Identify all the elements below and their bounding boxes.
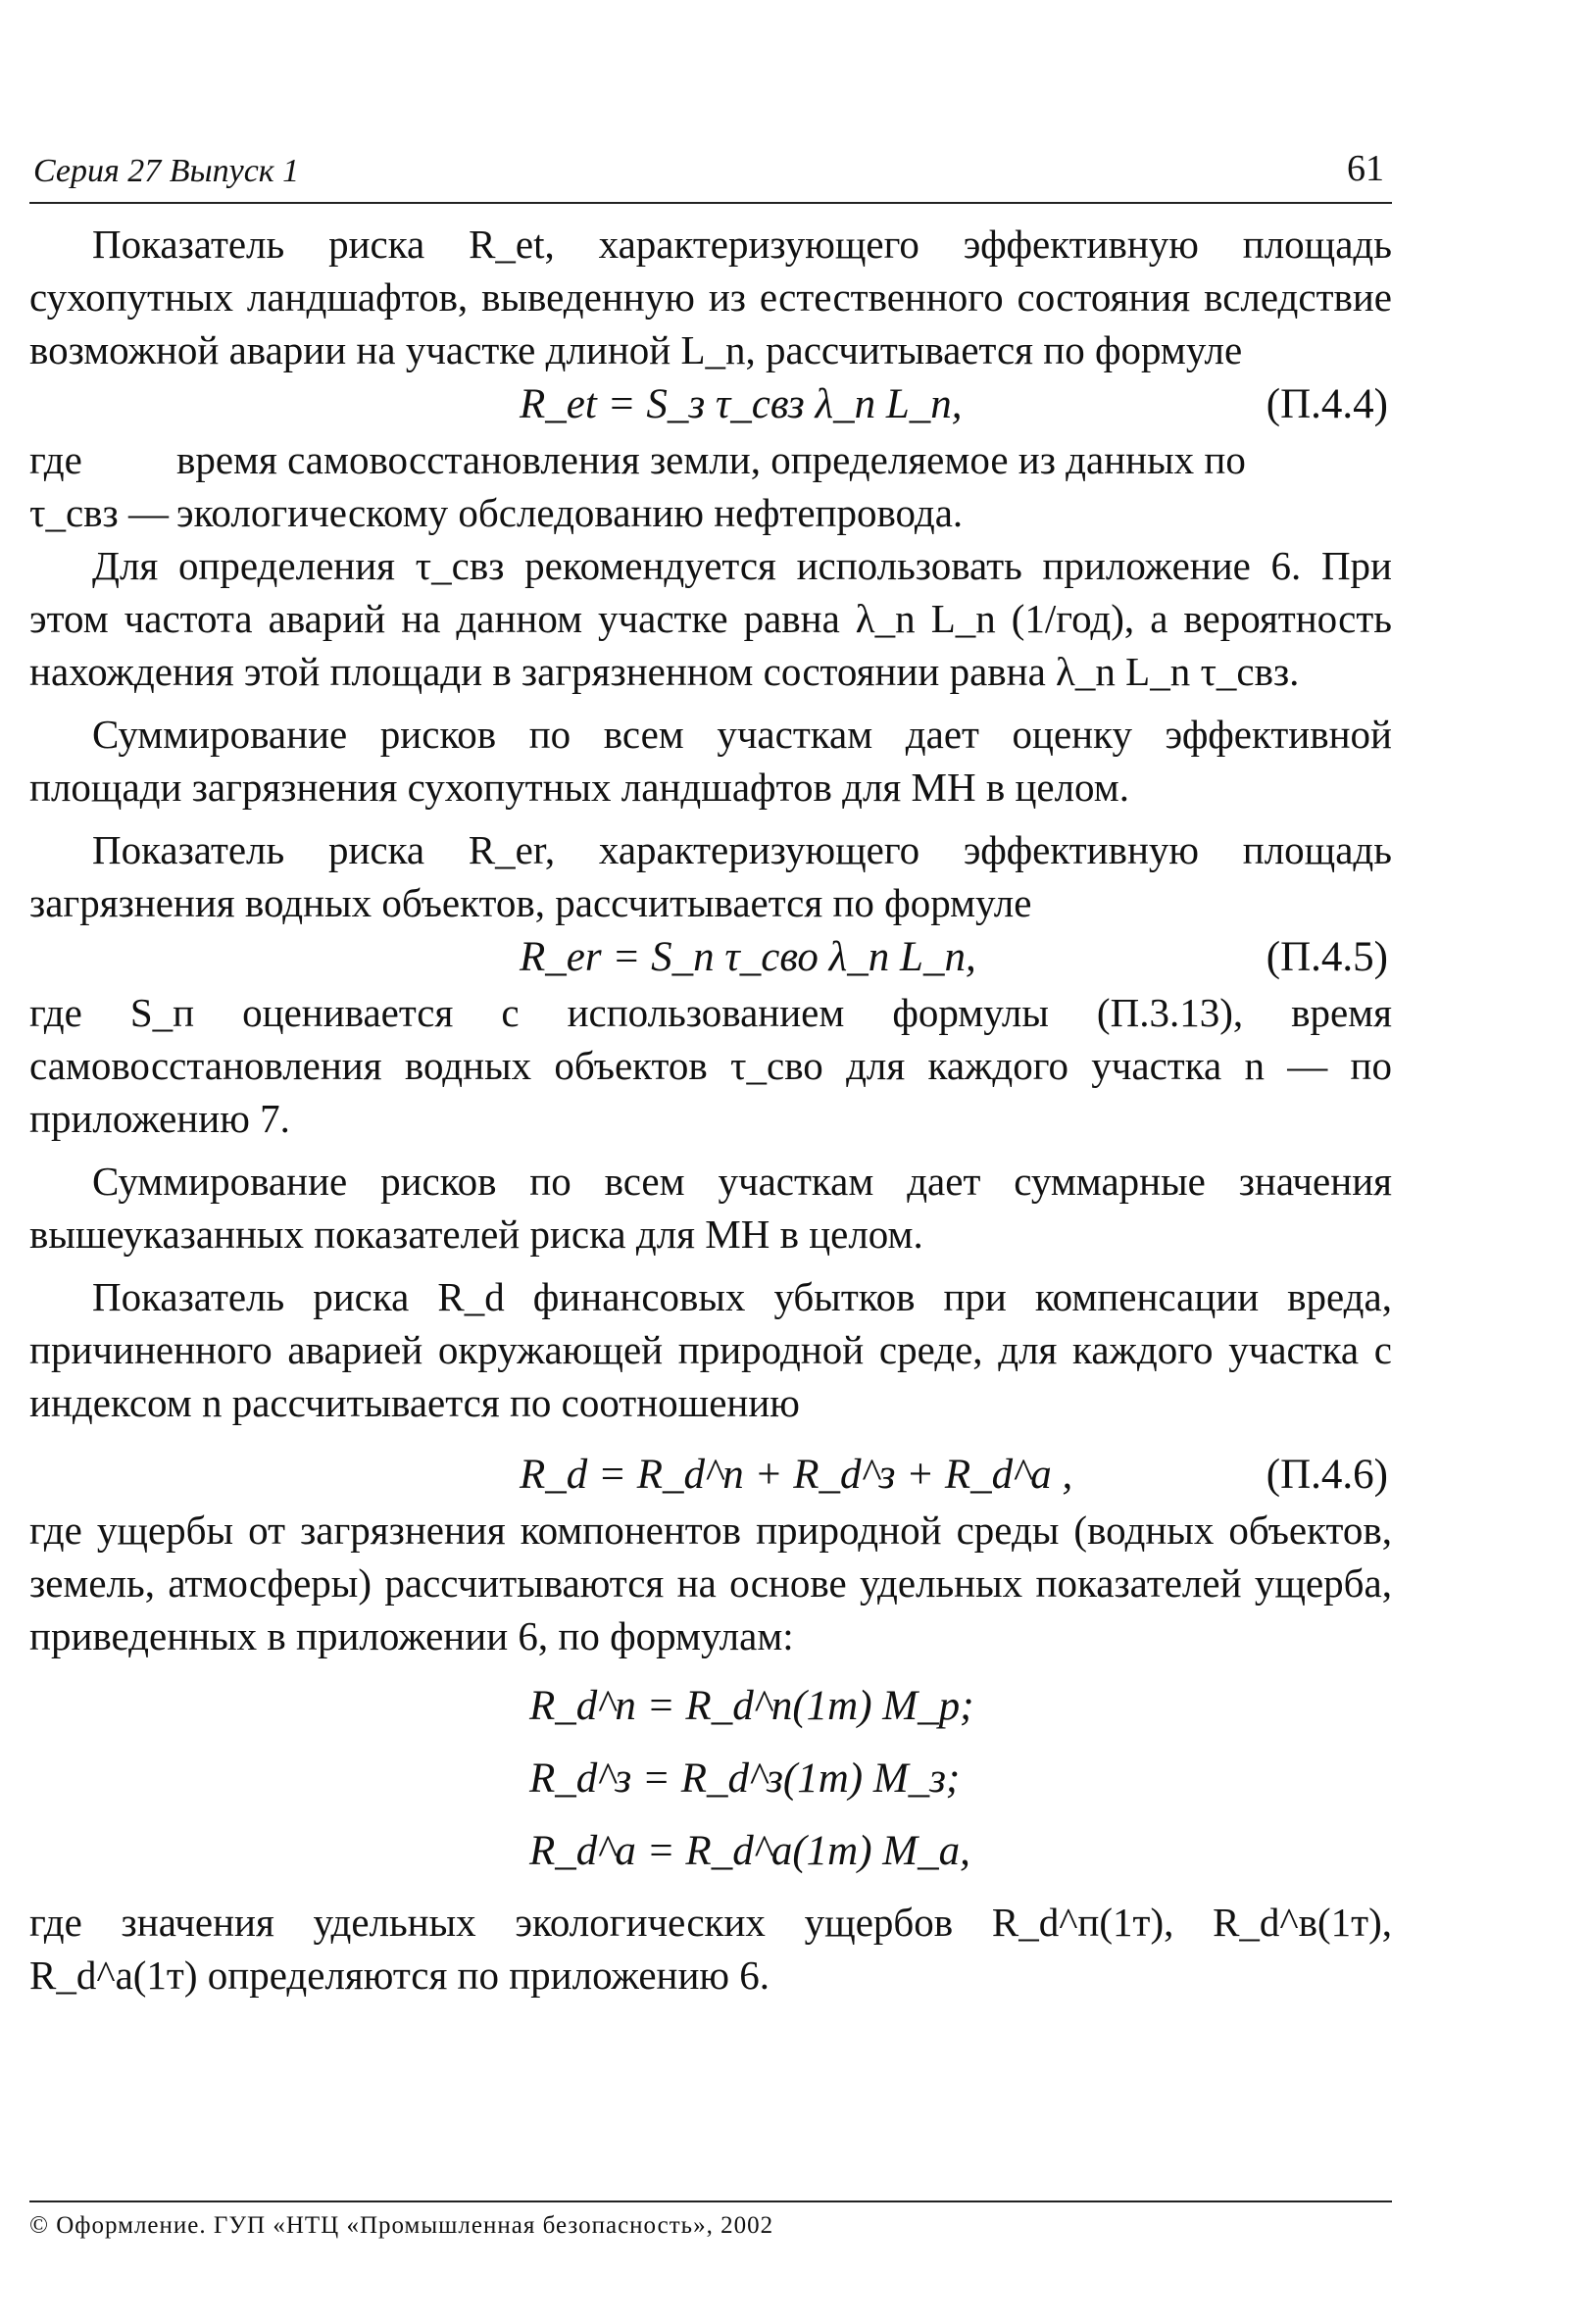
definition-label: где τ_свз — <box>29 437 169 535</box>
paragraph-3: Суммирование рисков по всем участкам дает оценку эффективной площади загрязнения сухопутных ландшафтов для МН в целом. <box>29 712 1392 810</box>
formula-row-a: R_d^а = R_d^а(1т) M_а, <box>529 1828 970 1874</box>
formula-row-p: R_d^п = R_d^п(1т) M_р; <box>529 1683 974 1729</box>
copyright-footer: © Оформление. ГУП «НТЦ «Промышленная безопасность», 2002 <box>29 2200 1392 2240</box>
page-number: 61 <box>1347 148 1384 189</box>
paragraph-6: Суммирование рисков по всем участкам дает суммарные значения вышеуказанных показателей риска для МН в целом. <box>29 1159 1392 1257</box>
formula-number: (П.4.6) <box>1266 1452 1388 1498</box>
paragraph-4: Показатель риска R_er, характеризующего эффективную площадь загрязнения водных объектов, рассчитывается по формуле <box>29 827 1392 925</box>
formula-number: (П.4.5) <box>1266 934 1388 980</box>
paragraph-9: где значения удельных экологических ущербов R_d^п(1т), R_d^в(1т), R_d^а(1т) определяются по приложению 6. <box>29 1900 1392 1998</box>
paragraph-2: Для определения τ_свз рекомендуется использовать приложение 6. При этом частота аварий на данном участке равна λ_n L_n (1/год), а вероятность нахождения этой площади в загрязненном состоянии равна λ_n L_n τ_свз. <box>29 543 1392 694</box>
running-header <box>29 147 1392 204</box>
formula-expression: R_et = S_з τ_свз λ_n L_n, <box>520 381 963 427</box>
formula-p4-5 <box>29 929 1392 986</box>
formula-expression: R_d = R_d^п + R_d^з + R_d^а , <box>520 1452 1073 1498</box>
series-label: Серия 27 Выпуск 1 <box>33 153 300 189</box>
body-text <box>29 218 1392 2002</box>
formula-p4-4 <box>29 376 1392 433</box>
formula-stack <box>29 1670 1392 1888</box>
paragraph-7: Показатель риска R_d финансовых убытков при компенсации вреда, причиненного аварией окружающей природной среде, для каждого участка с индексом n рассчитывается по соотношению <box>29 1274 1392 1425</box>
formula-expression: R_er = S_п τ_сво λ_n L_n, <box>520 934 976 980</box>
definition-text: время самовосстановления земли, определяемое из данных по экологическому обследованию нефтепровода. <box>176 437 1246 535</box>
formula-number: (П.4.4) <box>1266 381 1388 427</box>
paragraph-8: где ущербы от загрязнения компонентов природной среды (водных объектов, земель, атмосферы) рассчитываются на основе удельных показателей ущерба, приведенных в приложении 6, по формулам: <box>29 1508 1392 1658</box>
definition-tau-svz <box>29 433 1392 539</box>
formula-p4-6 <box>29 1447 1392 1504</box>
paragraph-5: где S_п оценивается с использованием формулы (П.3.13), время самовосстановления водных объектов τ_сво для каждого участка n — по приложению 7. <box>29 990 1392 1141</box>
paragraph-1: Показатель риска R_et, характеризующего эффективную площадь сухопутных ландшафтов, выведенную из естественного состояния вследствие возможной аварии на участке длиной L_n, рассчитывается по формуле <box>29 222 1392 372</box>
formula-row-z: R_d^з = R_d^з(1т) M_з; <box>529 1755 961 1802</box>
